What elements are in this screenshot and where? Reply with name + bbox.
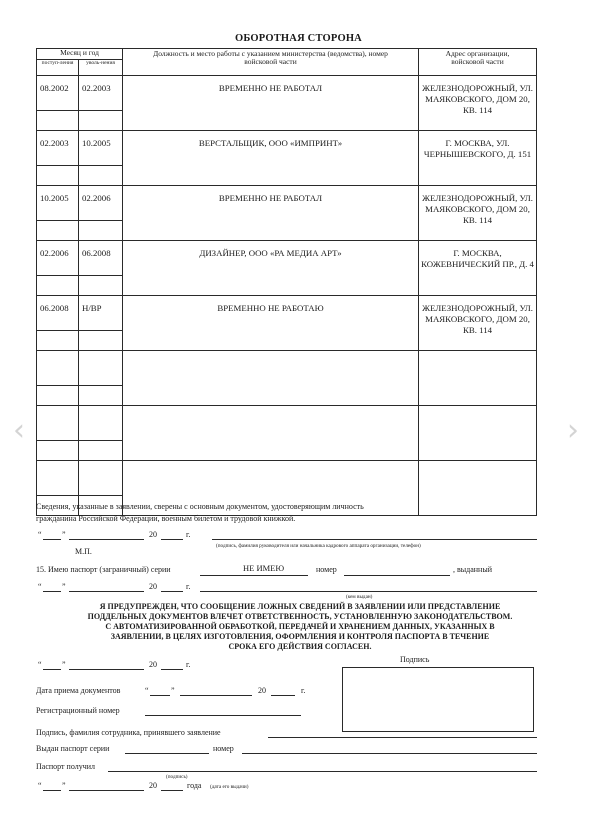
passport-series-field[interactable] xyxy=(200,575,308,576)
received-day-field[interactable] xyxy=(150,695,170,696)
table-row xyxy=(37,131,537,166)
dismissed-date-cell[interactable]: 02.2006 xyxy=(79,186,123,221)
applicant-date-close-quote: ” xyxy=(62,660,66,669)
hired-date-cell[interactable] xyxy=(37,351,79,386)
table-row xyxy=(37,406,537,441)
year-field[interactable] xyxy=(161,539,183,540)
hired-date-cell[interactable] xyxy=(37,461,79,496)
applicant-month-field[interactable] xyxy=(69,669,144,670)
dismissed-date-cell[interactable]: 02.2003 xyxy=(79,76,123,111)
applicant-year-field[interactable] xyxy=(161,669,183,670)
warning-statement xyxy=(40,602,560,652)
verification-text-line-2: гражданина Российской Федерации, военным билетом и трудовой книжкой. xyxy=(36,514,296,523)
received-by-label: Паспорт получил xyxy=(36,762,96,771)
dismissed-date-cell[interactable]: 06.2008 xyxy=(79,241,123,276)
year-prefix: 20 xyxy=(149,530,157,539)
employment-history-table xyxy=(36,48,537,516)
year-suffix: г. xyxy=(186,530,191,539)
address-cell[interactable]: ЖЕЛЕЗНОДОРОЖНЫЙ, УЛ. МАЯКОВСКОГО, ДОМ 20, КВ. 114 xyxy=(419,76,537,131)
final-date-open-quote: “ xyxy=(38,781,42,790)
final-year-prefix: 20 xyxy=(149,781,157,790)
position-cell[interactable]: ВРЕМЕННО НЕ РАБОТАЛ xyxy=(123,186,419,241)
issued-number-label: номер xyxy=(213,744,234,753)
passport-issued-label: , выданный xyxy=(453,565,492,574)
header-dismissed: уволь-нения xyxy=(79,60,123,76)
received-month-field[interactable] xyxy=(180,695,252,696)
hired-date-cell[interactable]: 10.2005 xyxy=(37,186,79,221)
passport-date-open-quote: “ xyxy=(38,582,42,591)
address-cell[interactable]: Г. МОСКВА, УЛ. ЧЕРНЫШЕВСКОГО, Д. 151 xyxy=(419,131,537,186)
previous-page-arrow-icon[interactable]: ‹ xyxy=(13,413,25,448)
table-row xyxy=(37,351,537,386)
address-cell[interactable]: Г. МОСКВА, КОЖЕВНИЧЕСКИЙ ПР., Д. 4 xyxy=(419,241,537,296)
passport-series-value: НЕ ИМЕЮ xyxy=(243,563,285,573)
issued-number-field[interactable] xyxy=(242,753,537,754)
signature-label: Подпись xyxy=(400,655,430,664)
passport-date-close-quote: ” xyxy=(62,582,66,591)
month-field[interactable] xyxy=(69,539,144,540)
hired-extra-cell[interactable] xyxy=(37,386,79,406)
passport-day-field[interactable] xyxy=(43,591,61,592)
dismissed-extra-cell[interactable] xyxy=(79,441,123,461)
applicant-year-prefix: 20 xyxy=(149,660,157,669)
podpis-caption: (подпись) xyxy=(166,774,188,780)
table-row xyxy=(37,76,537,111)
dismissed-extra-cell[interactable] xyxy=(79,166,123,186)
dismissed-extra-cell[interactable] xyxy=(79,276,123,296)
passport-year-suffix: г. xyxy=(186,582,191,591)
dismissed-date-cell[interactable] xyxy=(79,406,123,441)
hired-date-cell[interactable]: 02.2003 xyxy=(37,131,79,166)
final-year-field[interactable] xyxy=(161,790,183,791)
warning-line: С АВТОМАТИЗИРОВАННОЙ ОБРАБОТКОЙ, ПЕРЕДАЧЕЙ И ХРАНЕНИЕМ ДАННЫХ, УКАЗАННЫХ В xyxy=(105,622,495,631)
passport-month-field[interactable] xyxy=(69,591,144,592)
passport-label: 15. Имею паспорт (заграничный) серии xyxy=(36,565,171,574)
applicant-day-field[interactable] xyxy=(43,669,61,670)
day-field[interactable] xyxy=(43,539,61,540)
table-row xyxy=(37,461,537,496)
warning-line: СРОКА ЕГО ДЕЙСТВИЯ СОГЛАСЕН. xyxy=(228,642,372,651)
address-cell[interactable] xyxy=(419,351,537,406)
warning-line: Я ПРЕДУПРЕЖДЕН, ЧТО СООБЩЕНИЕ ЛОЖНЫХ СВЕДЕНИЙ В ЗАЯВЛЕНИИ ИЛИ ПРЕДСТАВЛЕНИЕ xyxy=(99,602,501,611)
received-date-open-quote: “ xyxy=(145,686,149,695)
passport-number-label: номер xyxy=(316,565,337,574)
header-address: Адрес организации, войсковой части xyxy=(419,49,537,76)
dismissed-date-cell[interactable] xyxy=(79,461,123,496)
dismissed-extra-cell[interactable] xyxy=(79,111,123,131)
head-signature-caption: (подпись, фамилия руководителя или начальника кадрового аппарата организации, телефон) xyxy=(216,543,421,549)
final-year-word: года xyxy=(187,781,202,790)
date-open-quote: “ xyxy=(38,530,42,539)
final-month-field[interactable] xyxy=(69,790,144,791)
next-page-arrow-icon[interactable]: › xyxy=(567,413,579,448)
position-cell[interactable] xyxy=(123,351,419,406)
dismissed-extra-cell[interactable] xyxy=(79,386,123,406)
hired-extra-cell[interactable] xyxy=(37,221,79,241)
issued-by-field[interactable] xyxy=(200,591,537,592)
hired-date-cell[interactable]: 08.2002 xyxy=(37,76,79,111)
position-cell[interactable]: ВРЕМЕННО НЕ РАБОТАЛ xyxy=(123,76,419,131)
received-year-suffix: г. xyxy=(301,686,306,695)
date-received-label: Дата приема документов xyxy=(36,686,121,695)
header-hired: поступ-ления xyxy=(37,60,79,76)
address-cell[interactable]: ЖЕЛЕЗНОДОРОЖНЫЙ, УЛ. МАЯКОВСКОГО, ДОМ 20, КВ. 114 xyxy=(419,296,537,351)
final-date-close-quote: ” xyxy=(62,781,66,790)
received-by-field[interactable] xyxy=(108,771,537,772)
issued-series-field[interactable] xyxy=(125,753,209,754)
issue-date-caption: (дата его выдачи) xyxy=(210,784,249,790)
received-date-close-quote: ” xyxy=(171,686,175,695)
dismissed-date-cell[interactable] xyxy=(79,351,123,386)
applicant-year-suffix: г. xyxy=(186,660,191,669)
employee-field[interactable] xyxy=(268,737,537,738)
hired-date-cell[interactable]: 02.2006 xyxy=(37,241,79,276)
registration-label: Регистрационный номер xyxy=(36,706,120,715)
hired-extra-cell[interactable] xyxy=(37,331,79,351)
issued-by-caption: (кем выдан) xyxy=(346,594,373,600)
head-signature-line[interactable] xyxy=(212,539,537,540)
registration-field[interactable] xyxy=(145,715,301,716)
dismissed-date-cell[interactable]: Н/ВР xyxy=(79,296,123,331)
hired-extra-cell[interactable] xyxy=(37,166,79,186)
warning-line: ПОДДЕЛЬНЫХ ДОКУМЕНТОВ ВЛЕЧЕТ ОТВЕТСТВЕННОСТЬ, УСТАНОВЛЕННУЮ ЗАКОНОДАТЕЛЬСТВОМ. xyxy=(87,612,513,621)
table-row xyxy=(37,296,537,331)
employee-label: Подпись, фамилия сотрудника, принявшего заявление xyxy=(36,728,221,737)
received-year-field[interactable] xyxy=(271,695,295,696)
header-month-year: Месяц и год xyxy=(37,49,123,60)
seal-mark: М.П. xyxy=(75,547,92,556)
hired-extra-cell[interactable] xyxy=(37,276,79,296)
dismissed-extra-cell[interactable] xyxy=(79,331,123,351)
hired-extra-cell[interactable] xyxy=(37,111,79,131)
dismissed-extra-cell[interactable] xyxy=(79,221,123,241)
page-title: ОБОРОТНАЯ СТОРОНА xyxy=(235,33,362,44)
hired-extra-cell[interactable] xyxy=(37,441,79,461)
received-year-prefix: 20 xyxy=(258,686,266,695)
table-row xyxy=(37,186,537,221)
address-cell[interactable]: ЖЕЛЕЗНОДОРОЖНЫЙ, УЛ. МАЯКОВСКОГО, ДОМ 20, КВ. 114 xyxy=(419,186,537,241)
applicant-date-open-quote: “ xyxy=(38,660,42,669)
passport-year-prefix: 20 xyxy=(149,582,157,591)
dismissed-date-cell[interactable]: 10.2005 xyxy=(79,131,123,166)
passport-year-field[interactable] xyxy=(161,591,183,592)
position-cell[interactable]: ДИЗАЙНЕР, ООО «РА МЕДИА АРТ» xyxy=(123,241,419,296)
passport-number-field[interactable] xyxy=(344,575,450,576)
verification-text-line-1: Сведения, указанные в заявлении, сверены с основным документом, удостоверяющим личность xyxy=(36,502,364,511)
hired-date-cell[interactable] xyxy=(37,406,79,441)
position-cell[interactable]: ВРЕМЕННО НЕ РАБОТАЮ xyxy=(123,296,419,351)
issued-series-label: Выдан паспорт серии xyxy=(36,744,110,753)
final-day-field[interactable] xyxy=(43,790,61,791)
applicant-signature-box[interactable] xyxy=(342,667,534,732)
position-cell[interactable]: ВЕРСТАЛЬЩИК, ООО «ИМПРИНТ» xyxy=(123,131,419,186)
address-cell[interactable] xyxy=(419,406,537,461)
date-close-quote: ” xyxy=(62,530,66,539)
table-row xyxy=(37,241,537,276)
header-position: Должность и место работы с указанием министерства (ведомства), номер войсковой части xyxy=(123,49,419,76)
warning-line: ЗАЯВЛЕНИИ, В ЦЕЛЯХ ИЗГОТОВЛЕНИЯ, ОФОРМЛЕНИЯ И КОНТРОЛЯ ПАСПОРТА В ТЕЧЕНИЕ xyxy=(110,632,490,641)
hired-date-cell[interactable]: 06.2008 xyxy=(37,296,79,331)
address-cell[interactable] xyxy=(419,461,537,516)
position-cell[interactable] xyxy=(123,406,419,461)
